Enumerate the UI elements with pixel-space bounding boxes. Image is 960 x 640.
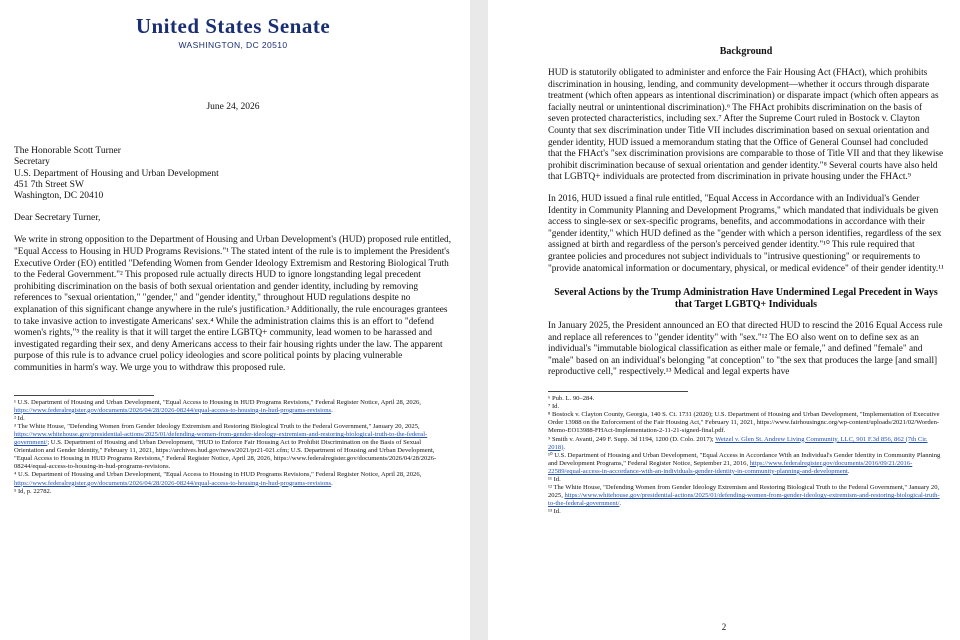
footnote-link[interactable]: Wetzel v. Glen St. Andrew Living Community, LLC, 901 F.3d 856, 862 (7th Cir. 2018) [548,435,928,451]
footnote-11: ¹¹ Id. [548,476,561,483]
address-line: The Honorable Scott Turner [14,146,121,156]
footnote-link[interactable]: https://www.whitehouse.gov/presidential-actions/2025/01/defending-women-from-gender-ideology-extremism-and-restoring-biological-truth-to-the-federal-government/ [14,430,428,447]
footnote-7: ⁷ Id. [548,403,560,411]
section-paragraph-1: In January 2025, the President announced an EO that directed HUD to rescind the 2016 Equal Access rule and replace all references to "gender identity" with "sex."¹² The EO also went on to define sex as an individual's "immutable biological classification as either male or female," and defined "female" and "male" based on an individual's belonging "at conception" to "the sex that produces the large [and small] reproductive cell," respectively.¹³ Medical and legal experts have [548,321,943,378]
footnote-4: ⁴ U.S. Department of Housing and Urban Development, "Equal Access to Housing in HUD Programs Revisions," Federal Register Notice, April 28, 2026, https://www.federalregister.gov/documents/2026/04/28/2026-08244/equal-access-to-housing-in-hud-programs-revisions. [14,471,422,487]
footnote-2: ² Id. [14,414,25,422]
salutation: Dear Secretary Turner, [14,213,101,224]
recipient-address [14,146,452,202]
section-heading: Several Actions by the Trump Administration Have Undermined Legal Precedent in Ways that Target LGBTQ+ Individuals [554,287,938,311]
address-line: 451 7th Street SW [14,179,84,190]
senate-letterhead [14,14,452,50]
footnote-link[interactable]: https://www.federalregister.gov/documents/2026/04/28/2026-08244/equal-access-to-housing-in-hud-programs-revisions [14,406,332,414]
footnote-8: ⁸ Bostock v. Clayton County, Georgia, 140 S. Ct. 1731 (2020); U.S. Department of Housing and Urban Development, "Implementation of Executive Order 13988 on the Enforcement of the Fair Housing Act," February 11, 2021, https://www.fairhousingnc.org/wp-content/uploads/2021/02/Worden-Memo-EO13988-FHAct-Implementation-2-11-21-signed-final.pdf. [548,411,940,435]
footnote-separator [548,391,688,392]
footnote-link[interactable]: https://www.whitehouse.gov/presidential-actions/2025/01/defending-women-from-gender-ideology-extremism-and-restoring-biological-truth-to-the-federal-government/ [548,492,940,508]
address-line: U.S. Department of Housing and Urban Development [14,168,219,179]
address-line: Secretary [14,157,50,168]
footnote-separator [14,395,154,396]
footnote-12: ¹² The White House, "Defending Women from Gender Ideology Extremism and Restoring Biological Truth to the Federal Government," January 20, 2025, https://www.whitehouse.gov/presidential-actions/2025/01/defending-women-from-gender-ideology-extremism-and-restoring-biological-truth-to-the-federal-government/. [548,484,940,508]
footnote-link[interactable]: https://www.federalregister.gov/documents/2026/04/28/2026-08244/equal-access-to-housing-in-hud-programs-revisions [14,479,332,487]
letterhead-title: United States Senate [135,14,331,38]
background-heading: Background [719,46,773,57]
letterhead-subtitle: WASHINGTON, DC 20510 [178,40,288,50]
footnotes [14,399,452,496]
page-number: 2 [721,622,727,632]
footnote-13: ¹³ Id. [548,508,561,516]
footnote-6: ⁶ Pub. L. 90–284. [548,395,595,403]
letter-date: June 24, 2026 [206,102,260,112]
footnote-9: ⁹ Smith v. Avanti, 249 F. Supp. 3d 1194, 1200 (D. Colo. 2017); Wetzel v. Glen St. Andrew Living Community, LLC, 901 F.3d 856, 862 (7th Cir. 2018). [548,435,928,451]
background-paragraph-1: HUD is statutorily obligated to administer and enforce the Fair Housing Act (FHAct), which prohibits discrimination in housing, lending, and community development—whether it occurs through disparate treatment (which often appears as intentional discrimination) or disparate impact (which often appears as facially neutral or unintentional discrimination).⁶ The FHAct prohibits discrimination on the basis of seven protected characteristics, including sex.⁷ After the Supreme Court ruled in Bostock v. Clayton County that sex discrimination under Title VII includes discrimination based on sexual orientation and gender identity, HUD issued a memorandum stating that the Office of General Counsel had concluded that the FHAct's "sex discrimination provisions are comparable to those of Title VII and that they likewise prohibit discrimination because of sexual orientation and gender identity."⁸ Several courts have also held that LGBTQ+ individuals are protected from discrimination in private housing under the FHAct.⁹ [548,68,944,183]
footnote-5: ⁵ Id, p. 22782. [14,487,52,495]
footnote-1: ¹ U.S. Department of Housing and Urban Development, "Equal Access to Housing in HUD Programs Revisions," Federal Register Notice, April 28, 2026, https://www.federalregister.gov/documents/2026/04/28/2026-08244/equal-access-to-housing-in-hud-programs-revisions. [14,398,421,414]
background-paragraph-2: In 2016, HUD issued a final rule entitled, "Equal Access in Accordance with an Individual's Gender Identity in Community Planning and Development Programs," which mandated that individuals be given access to single-sex or sex-specific programs, benefits, and accommodations in accordance with their "gender identity," which HUD defined as the "gender with which a person identifies, regardless of the sex assigned at birth and regardless of the person's perceived gender identity."¹⁰ This rule required that grantee policies and procedures not subject individuals to "intrusive questioning" or requirements to "provide anatomical information or documentary, physical, or medical evidence" of their gender identity.¹¹ [548,193,944,274]
page-two [488,0,960,640]
footnotes [548,395,944,516]
footnote-link[interactable]: https://www.federalregister.gov/documents/2016/09/21/2016-22589/equal-access-in-accordance-with-an-individuals-gender-identity-in-community-planning-and-development [548,459,913,475]
footnote-10: ¹⁰ U.S. Department of Housing and Urban Development, "Equal Access in Accordance With an Individual's Gender Identity in Community Planning and Development Programs," Federal Register Notice, September 21, 2016, https://www.federalregister.gov/documents/2016/09/21/2016-22589/equal-access-in-accordance-with-an-individuals-gender-identity-in-community-planning-and-development. [548,451,941,475]
page-one [0,0,470,640]
footnote-3: ³ The White House, "Defending Women from Gender Ideology Extremism and Restoring Biological Truth to the Federal Government," January 20, 2025, https://www.whitehouse.gov/presidential-actions/2025/01/defending-women-from-gender-ideology-extremism-and-restoring-biological-truth-to-the-federal-government/; U.S. Department of Housing and Urban Development, "HUD to Enforce Fair Housing Act to Prohibit Discrimination on the Basis of Sexual Orientation and Gender Identity," February 11, 2021, https://archives.hud.gov/news/2021/pr21-021.cfm; U.S. Department of Housing and Urban Development, "Equal Access to Housing in HUD Programs Revisions," Federal Register Notice, April 28, 2026, https://www.federalregister.gov/documents/2026/04/28/2026-08244/equal-access-to-housing-in-hud-programs-revisions. [14,422,437,471]
address-line: Washington, DC 20410 [14,191,104,202]
letter-body: We write in strong opposition to the Department of Housing and Urban Development's (HUD) proposed rule entitled, "Equal Access to Housing in HUD Programs Revisions."¹ The stated intent of the rule is to implement the President's Executive Order (EO) entitled "Defending Women from Gender Ideology Extremism and Restoring Biological Truth to the Federal Government."² This proposed rule actually directs HUD to ignore longstanding legal precedent prohibiting discrimination on the basis of both sexual orientation and gender identity, including by removing references to "sexual orientation," "gender," and "gender identity," throughout HUD regulations despite no explanation of this significant change anywhere in the rule's justification.³ Additionally, the rule encourages grantees to take invasive action to investigate Americans' sex.⁴ While the administration claims this is an effort to "defend women's rights,"⁵ the reality is that it will target the entire LGBTQ+ community, lead women to be harassed and investigated regarding their sex, and deny Americans access to their fair housing rights under the law. The apparent purpose of this rule is to advance cruel policy ideologies and score political points by placing vulnerable communities in harm's way. We urge you to withdraw this proposed rule. [14,235,452,374]
